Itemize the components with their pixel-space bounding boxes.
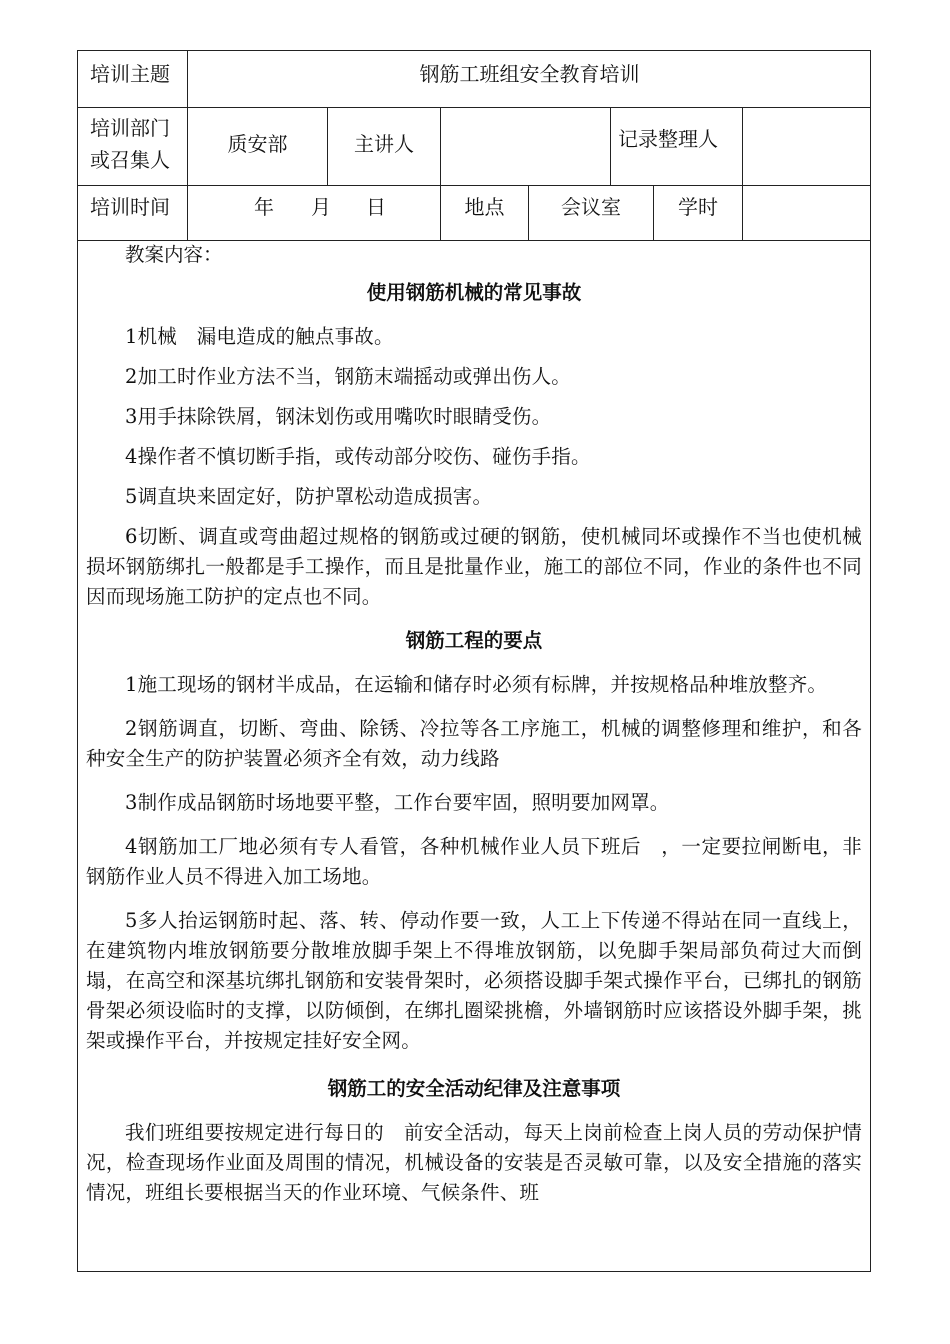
list-item: 2加工时作业方法不当，钢筋末端摇动或弹出伤人。 bbox=[125, 365, 572, 388]
recorder-label: 记录整理人 bbox=[618, 127, 718, 151]
list-item: 2钢筋调直，切断、弯曲、除锈、冷拉等各工序施工，机械的调整修理和维护，和各种安全生产的防护装置必须齐全有效，动力线路 bbox=[86, 717, 862, 770]
dept-value: 质安部 bbox=[227, 132, 288, 156]
lesson-content bbox=[86, 240, 862, 1222]
hours-label: 学时 bbox=[678, 195, 718, 219]
list-item: 3用手抹除铁屑，钢沫划伤或用嘴吹时眼睛受伤。 bbox=[125, 405, 552, 428]
dept-label-line2: 或召集人 bbox=[90, 148, 170, 172]
section-title: 使用钢筋机械的常见事故 bbox=[366, 281, 582, 304]
time-label: 培训时间 bbox=[90, 195, 170, 219]
list-item: 5调直块来固定好，防护罩松动造成损害。 bbox=[125, 485, 493, 508]
section-title: 钢筋工的安全活动纪律及注意事项 bbox=[327, 1077, 621, 1100]
place-label: 地点 bbox=[464, 195, 505, 219]
column-divider bbox=[610, 107, 611, 185]
list-item: 1机械 漏电造成的触点事故。 bbox=[125, 325, 394, 348]
list-item: 我们班组要按规定进行每日的 前安全活动，每天上岗前检查上岗人员的劳动保护情况，检查现场作业面及周围的情况，机械设备的安装是否灵敏可靠，以及安全措施的落实情况，班组长要根据当天的作业环境、气候条件、班 bbox=[86, 1121, 862, 1204]
speaker-label: 主讲人 bbox=[354, 132, 414, 156]
date-year: 年 bbox=[254, 195, 274, 219]
dept-label-line1: 培训部门 bbox=[90, 116, 170, 140]
lesson-intro: 教案内容： bbox=[125, 243, 223, 266]
topic-value: 钢筋工班组安全教育培训 bbox=[419, 62, 640, 86]
section-title: 钢筋工程的要点 bbox=[405, 629, 543, 652]
place-value: 会议室 bbox=[561, 195, 621, 219]
list-item: 6切断、调直或弯曲超过规格的钢筋或过硬的钢筋，使机械同坏或操作不当也使机械损坏钢筋绑扎一般都是手工操作，而且是批量作业，施工的部位不同，作业的条件也不同因而现场施工防护的定点也不同。 bbox=[86, 525, 862, 608]
list-item: 3制作成品钢筋时场地要平整，工作台要牢固，照明要加网罩。 bbox=[125, 791, 670, 814]
row-divider bbox=[77, 107, 871, 108]
list-item: 5多人抬运钢筋时起、落、转、停动作要一致，人工上下传递不得站在同一直线上，在建筑物内堆放钢筋要分散堆放脚手架上不得堆放钢筋，以免脚手架局部负荷过大而倒塌，在高空和深基坑绑扎钢筋和安装骨架时，必须搭设脚手架式操作平台，已绑扎的钢筋骨架必须设临时的支撑，以防倾倒，在绑扎圈梁挑檐，外墙钢筋时应该搭设外脚手架，挑架或操作平台，并按规定挂好安全网。 bbox=[86, 909, 862, 1052]
row-divider bbox=[77, 185, 871, 186]
date-month: 月 bbox=[311, 195, 331, 219]
column-divider bbox=[742, 107, 743, 240]
list-item: 4操作者不慎切断手指，或传动部分咬伤、碰伤手指。 bbox=[125, 445, 591, 468]
list-item: 1施工现场的钢材半成品，在运输和储存时必须有标牌，并按规格品种堆放整齐。 bbox=[125, 673, 828, 696]
date-day: 日 bbox=[366, 195, 386, 219]
topic-label: 培训主题 bbox=[90, 62, 170, 86]
list-item: 4钢筋加工厂地必须有专人看管，各种机械作业人员下班后 ，一定要拉闸断电，非钢筋作业人员不得进入加工场地。 bbox=[86, 835, 862, 888]
